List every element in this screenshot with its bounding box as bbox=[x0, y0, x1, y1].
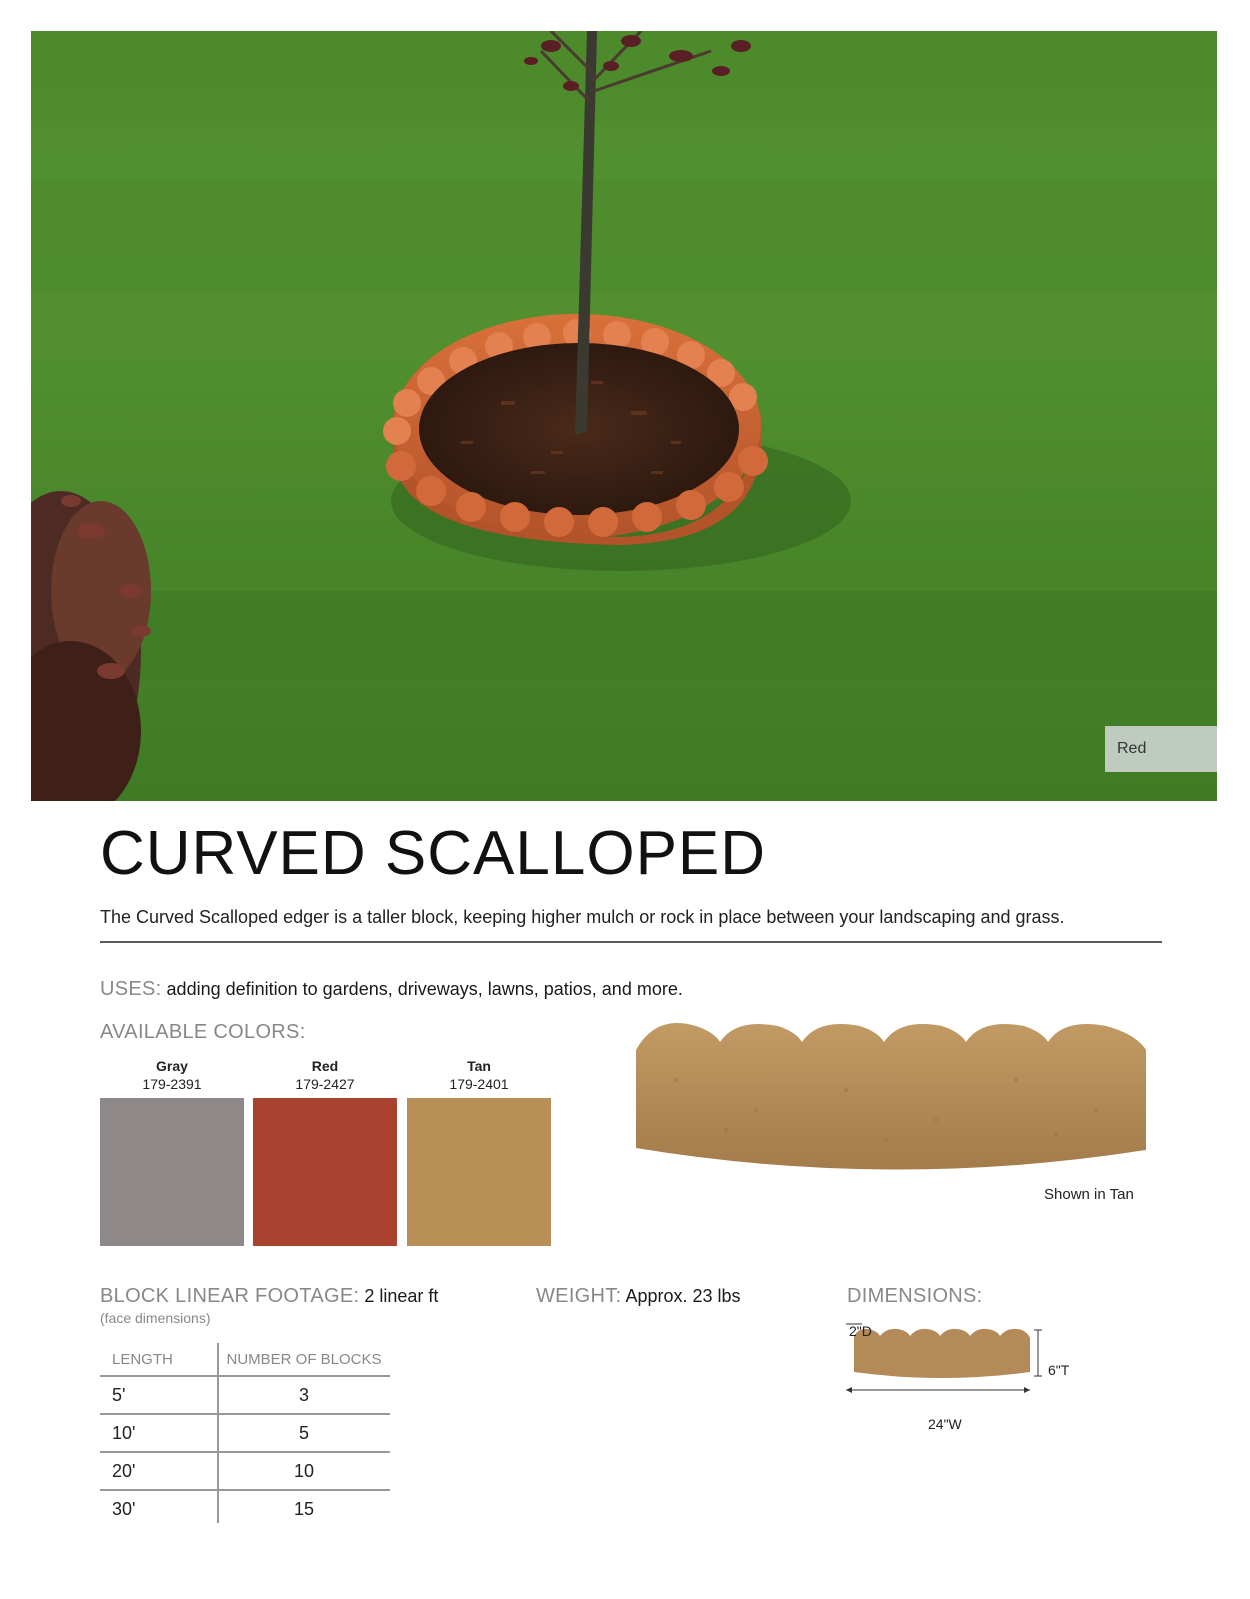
table-cell-length: 20' bbox=[112, 1461, 136, 1481]
table-header-row bbox=[100, 1343, 390, 1377]
uses-label: USES: bbox=[100, 978, 162, 1000]
swatch-code: 179-2401 bbox=[449, 1076, 509, 1092]
table-header-blocks: NUMBER OF BLOCKS bbox=[226, 1351, 382, 1368]
table-cell-length: 30' bbox=[112, 1499, 136, 1519]
table-column-divider bbox=[217, 1343, 219, 1523]
divider bbox=[100, 941, 1162, 943]
weight-label: WEIGHT: bbox=[536, 1285, 622, 1307]
blocks-table bbox=[100, 1343, 390, 1527]
dimension-width: 24"W bbox=[928, 1416, 962, 1432]
scalloped-block-image bbox=[636, 1020, 1146, 1170]
table-cell-blocks: 3 bbox=[298, 1385, 309, 1405]
hero-color-tag: Red bbox=[1105, 726, 1217, 772]
weight-line bbox=[536, 1285, 741, 1308]
table-cell-length: 10' bbox=[112, 1423, 136, 1443]
table-cell-length: 5' bbox=[112, 1385, 126, 1405]
swatch-chip bbox=[407, 1098, 551, 1246]
block-photo bbox=[636, 1020, 1146, 1175]
swatch-code: 179-2391 bbox=[142, 1076, 202, 1092]
table-header-length: LENGTH bbox=[112, 1351, 173, 1368]
footage-note: (face dimensions) bbox=[100, 1310, 211, 1326]
product-intro: The Curved Scalloped edger is a taller block, keeping higher mulch or rock in place between your landscaping and grass. bbox=[100, 907, 1065, 927]
swatch-name: Gray bbox=[156, 1058, 188, 1074]
uses-line bbox=[100, 978, 683, 1001]
color-swatch-red bbox=[253, 1058, 397, 1246]
weight-value: Approx. 23 lbs bbox=[625, 1286, 741, 1306]
table-row bbox=[100, 1453, 390, 1491]
footage-value: 2 linear ft bbox=[364, 1286, 439, 1306]
table-cell-blocks: 5 bbox=[298, 1423, 309, 1443]
hero-photo bbox=[31, 31, 1217, 801]
color-swatch-tan bbox=[407, 1058, 551, 1246]
swatch-name: Tan bbox=[467, 1058, 491, 1074]
swatch-chip bbox=[100, 1098, 244, 1246]
table-row bbox=[100, 1415, 390, 1453]
dimension-height: 6"T bbox=[1048, 1362, 1070, 1378]
color-swatch-gray bbox=[100, 1058, 244, 1246]
product-title: CURVED SCALLOPED bbox=[100, 819, 767, 888]
colors-heading: AVAILABLE COLORS: bbox=[100, 1021, 306, 1043]
swatch-code: 179-2427 bbox=[295, 1076, 355, 1092]
block-dimension-drawing bbox=[846, 1320, 1046, 1420]
dimensions-heading: DIMENSIONS: bbox=[847, 1285, 983, 1307]
footage-line bbox=[100, 1285, 438, 1308]
uses-text: adding definition to gardens, driveways, lawns, patios, and more. bbox=[166, 979, 683, 999]
table-row bbox=[100, 1377, 390, 1415]
swatch-chip bbox=[253, 1098, 397, 1246]
dimension-depth: 2"D bbox=[849, 1323, 872, 1339]
table-cell-blocks: 10 bbox=[293, 1461, 315, 1481]
block-photo-caption: Shown in Tan bbox=[1044, 1186, 1134, 1203]
lawn-tree-illustration bbox=[31, 31, 1217, 801]
table-row bbox=[100, 1491, 390, 1527]
footage-label: BLOCK LINEAR FOOTAGE: bbox=[100, 1285, 360, 1307]
swatch-name: Red bbox=[311, 1058, 339, 1074]
dimensions-diagram bbox=[846, 1320, 1046, 1425]
table-cell-blocks: 15 bbox=[293, 1499, 315, 1519]
